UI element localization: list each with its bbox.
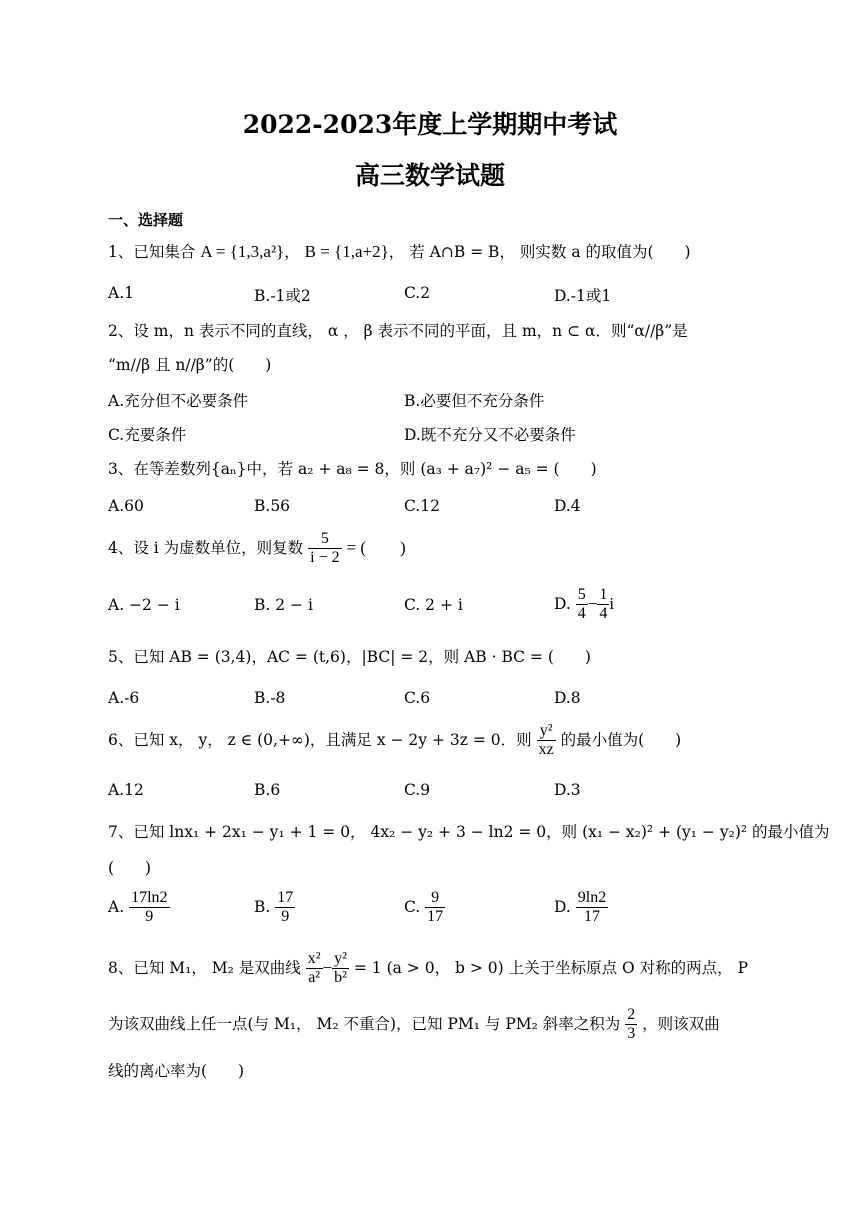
q1-set-a: A = {1,3,a²} [200,242,285,261]
q4-denominator: i − 2 [310,549,340,567]
q4-optd-num-1: 5 [576,586,588,605]
question-2-line-2: “m//β 且 n//β”的( ) [108,356,272,374]
q2-option-d: D.既不充分又不必要条件 [404,426,576,444]
q4-option-d-label: D. [554,594,571,613]
q4-option-d [554,586,614,624]
q8-line2-prefix: 为该双曲线上任一点(与 M₁， M₂ 不重合)，已知 PM₁ 与 PM₂ 斜率之积为 [108,1014,621,1033]
q7-option-b-frac [275,889,295,927]
q7-option-b [254,889,295,927]
q4-optd-frac-2 [597,586,609,624]
q8-x-fraction [306,950,323,988]
q4-numerator: 5 [308,530,341,549]
q4-prefix: 4、设 i 为虚数单位，则复数 [108,538,304,557]
q7-option-d-num: 9ln2 [576,889,608,908]
q1-prefix: 1、已知集合 [108,243,196,261]
q4-optd-den-1: 4 [577,605,586,623]
q3-option-b: B.56 [254,497,291,515]
q4-optd-minus: − [587,593,598,613]
q8-y-num: y² [332,950,349,969]
q7-option-a [108,889,170,927]
q5-option-b: B.-8 [254,689,286,707]
q3-option-c: C.12 [404,497,440,515]
q4-optd-frac-1 [576,586,588,624]
q8-ratio-num: 2 [625,1006,637,1025]
q7-option-d-den: 17 [583,908,600,926]
q1-option-c: C.2 [404,284,431,302]
question-5: 5、已知 AB = (3,4)，AC = (t,6)，|BC| = 2，则 AB · BC = ( ) [108,648,591,666]
q3-option-d: D.4 [554,497,581,515]
exam-subtitle: 高三数学试题 [354,161,505,190]
q8-line2-suffix: ，则该双曲 [642,1014,720,1033]
q1-option-d: D.-1或1 [554,287,612,305]
q6-prefix: 6、已知 x， y， z ∈ (0,+∞)，且满足 x − 2y + 3z = 0．则 [108,730,532,749]
question-8-line-1: 8、已知 M₁， M₂ 是双曲线 $\frac{\text{x²}}{\text{a²}}$ − $\frac{\text{y²}}{\text{b²}}$ = 1 (a > 0， b > 0) 上关于坐标原点 O 对称的两点， P [108,950,749,987]
exam-title: 2022-2023年度上学期期中考试 [242,110,618,139]
question-6 [108,722,681,760]
q2-option-c: C.充要条件 [108,426,187,444]
q2-option-a: A.充分但不必要条件 [108,392,249,410]
q7-option-d-label: D. [554,897,571,916]
q7-option-a-num: 17ln2 [129,889,169,908]
question-7-line-1: 7、已知 lnx₁ + 2x₁ − y₁ + 1 = 0， 4x₂ − y₂ + 3 − ln2 = 0，则 (x₁ − x₂)² + (y₁ − y₂)² 的最小值为 [108,823,830,841]
q5-option-c: C.6 [404,689,431,707]
q4-optd-num-2: 1 [597,586,609,605]
q7-option-c-frac [425,889,445,927]
q1-option-b: B.-1或2 [254,287,311,305]
q7-option-b-den: 9 [281,908,290,926]
question-2-line-1: 2、设 m，n 表示不同的直线， α ， β 表示不同的平面，且 m，n ⊂ α．则“α//β”是 [108,322,688,340]
question-8-line-2 [108,1006,720,1044]
q7-option-d-frac [576,889,608,927]
q7-option-a-frac [129,889,169,927]
q8-ratio-fraction [625,1006,637,1044]
q1-option-a: A.1 [108,284,134,302]
q7-option-c-label: C. [404,897,421,916]
q8-x-den: a² [308,969,321,987]
q7-option-c-num: 9 [425,889,445,908]
q8-x-num: x² [306,950,323,969]
q4-option-c: C. 2 + i [404,596,463,614]
question-8-line-3: 线的离心率为( ) [108,1062,245,1080]
q3-option-a: A.60 [108,497,144,515]
q6-denominator: xz [538,741,554,759]
q4-option-b: B. 2 − i [254,596,313,614]
q4-optd-tail: i [609,593,615,613]
q8-ratio-den: 3 [627,1025,636,1043]
q7-option-a-label: A. [108,897,125,916]
q7-option-c-den: 17 [427,908,444,926]
q2-option-b: B.必要但不充分条件 [404,392,545,410]
question-1: 1、已知集合 A = {1,3,a²}， B = {1,a+2}， 若 A∩B = B， 则实数 a 的取值为( ) [108,242,691,261]
q6-option-c: C.9 [404,781,431,799]
q7-option-d [554,889,608,927]
q6-fraction [537,722,556,760]
q5-option-d: D.8 [554,689,581,707]
q8-line1-suffix: = 1 (a > 0， b > 0) 上关于坐标原点 O 对称的两点， P [353,958,749,977]
q7-option-b-label: B. [254,897,271,916]
q7-option-a-den: 9 [145,908,154,926]
question-3: 3、在等差数列{aₙ}中，若 a₂ + a₈ = 8，则 (a₃ + a₇)² − a₅ = ( ) [108,460,597,478]
q5-option-a: A.-6 [108,689,140,707]
q4-suffix: = ( ) [346,537,406,557]
q6-option-b: B.6 [254,781,281,799]
q8-line1-prefix: 8、已知 M₁， M₂ 是双曲线 [108,958,301,977]
q6-option-a: A.12 [108,781,144,799]
q4-optd-den-2: 4 [599,605,608,623]
question-7-line-2: ( ) [108,859,152,877]
q6-numerator: y² [537,722,556,741]
q4-option-a: A. −2 − i [108,596,180,614]
q1-set-b: B = {1,a+2} [304,242,389,261]
section-heading: 一、选择题 [108,211,184,229]
q8-y-fraction [332,950,349,988]
q7-option-c [404,889,445,927]
q1-condition: 若 A∩B = B [409,243,500,261]
q7-option-b-num: 17 [275,889,295,908]
q8-y-den: b² [334,969,347,987]
q1-suffix: 则实数 a 的取值为( ) [519,243,691,261]
q6-suffix: 的最小值为( ) [560,730,682,749]
q6-option-d: D.3 [554,781,581,799]
question-4 [108,530,406,568]
q4-fraction [308,530,341,568]
